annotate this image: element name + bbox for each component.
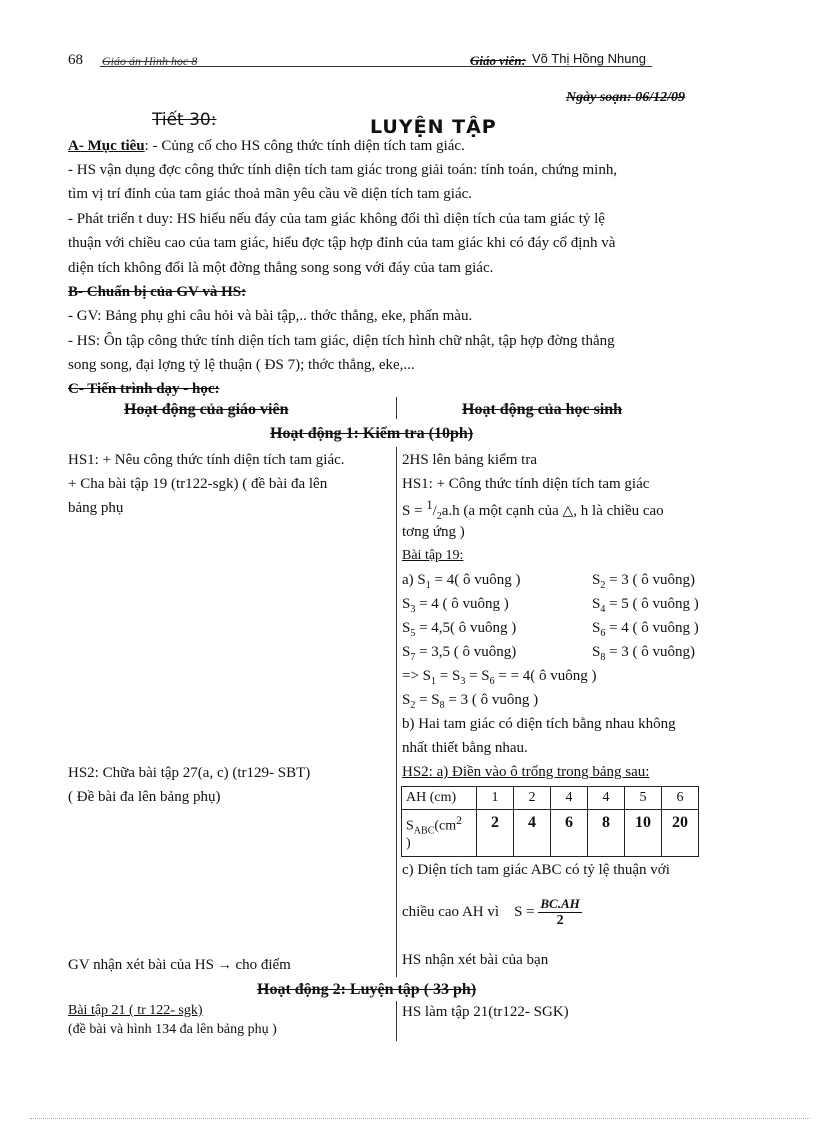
table-cell: 6 [662,787,699,810]
table-row [402,810,699,857]
student-eq-2: $S_2 = S_8 = 3$ ( ô vuông ) [402,692,539,711]
footer-dotted-rule [30,1118,810,1119]
objectives-line-3: tìm vị trí đỉnh của tam giác thoả mãn yêu cầu về diện tích tam giác. [68,186,473,202]
teacher-label: Giáo viên: [470,53,526,68]
table-cell: 2 [514,787,551,810]
student-line-1: 2HS lên bảng kiểm tra [402,452,537,468]
table-cell: 6 [551,810,588,857]
student-line-4: tơng ứng ) [402,524,465,540]
teacher-hs2-b: ( Đề bài đa lên bảng phụ) [68,789,221,805]
table-cell: 4 [551,787,588,810]
lesson-number: Tiết 30: [152,110,217,130]
table-cell: 8 [588,810,625,857]
objectives-line-5: thuận với chiều cao của tam giác, hiểu đợc tập hợp đỉnh của tam giác khi có đáy cố định và [68,235,616,251]
teacher-comment: GV nhận xét bài của HS → cho điểm [68,957,291,973]
student-line-2: HS1: + Công thức tính diện tích tam giác [402,476,650,492]
teacher-hs1-a: HS1: + Nêu công thức tính diện tích tam giác. [68,452,345,468]
preparation-line-3: song song, đại lợng tỷ lệ thuận ( ĐS 7); thớc thẳng, eke,... [68,357,415,373]
col-student-heading: Hoạt động của học sinh [462,401,623,418]
area-table [401,786,699,857]
table-cell: 2 [477,810,514,857]
arrow-right-icon: → [217,958,232,973]
student-b-2: nhất thiết bằng nhau. [402,740,528,756]
page-number: 68 [68,52,83,68]
header-rule [100,66,652,67]
objectives-line-1 [68,136,465,156]
teacher-name: Võ Thị Hồng Nhung [532,51,646,66]
student-s5: $S_5 = 4,5$( ô vuông ) [402,620,517,639]
student-s4: $S_4 = 5$ ( ô vuông ) [592,596,699,615]
column-divider-activity-1 [396,447,397,977]
student-eq-1: => $S_1 = S_3 = S_6$ = = 4( ô vuông ) [402,668,597,687]
activity-1-heading: Hoạt động 1: Kiểm tra (10ph) [270,425,474,442]
table-row [402,787,699,810]
teacher-hs1-c: bảng phụ [68,500,124,516]
column-divider-top [396,397,397,419]
student-s2: $S_2 = 3$ ( ô vuông) [592,572,696,591]
objectives-heading: A- Mục tiêu [68,138,145,154]
student-s3: $S_3 = 4$ ( ô vuông ) [402,596,509,615]
objectives-line-2: - HS vận dụng đợc công thức tính diện tích tam giác trong giải toán: tính toán, chứng minh, [68,162,618,178]
student-s1: a) $S_1 = 4$( ô vuông ) [402,572,521,591]
teacher-bt21-b: (đề bài và hình 134 đa lên bảng phụ ) [68,1022,277,1037]
teacher-bt21-a: Bài tập 21 ( tr 122- sgk) [68,1003,203,1018]
preparation-line-2: - HS: Ôn tập công thức tính diện tích tam giác, diện tích hình chữ nhật, tập hợp đờng thẳng [68,333,615,349]
student-review: HS nhận xét bài của bạn [402,952,549,968]
student-bt19: Bài tập 19: [402,548,464,563]
preparation-heading: B- Chuẩn bị của GV và HS: [68,284,247,300]
area-fraction: $\frac{BC.AH}{2}$ [540,896,580,928]
table-header-ah: AH (cm) [402,787,477,810]
student-s6: $S_6 = 4$ ( ô vuông ) [592,620,699,639]
activity-2-heading: Hoạt động 2: Luyện tập ( 33 ph) [257,981,477,998]
column-divider-activity-2 [396,1001,397,1041]
date-prepared: Ngày soạn: 06/12/09 [566,90,685,105]
page-title: LUYỆN TẬP [370,116,497,138]
triangle-icon: △ [562,504,574,519]
table-header-area: $S_{ABC}(cm^2$ ) [402,810,477,857]
preparation-line-1: - GV: Bảng phụ ghi câu hỏi và bài tập,.. thớc thẳng, eke, phấn màu. [68,308,473,324]
process-heading: C- Tiến trình dạy - học: [68,381,220,397]
student-hs2: HS2: a) Điền vào ô trống trong bảng sau: [402,764,650,780]
student-s8: $S_8 = 3$ ( ô vuông) [592,644,696,663]
teacher-hs1-b: + Cha bài tập 19 (tr122-sgk) ( đề bài đa lên [68,476,328,492]
teacher-hs2-a: HS2: Chữa bài tập 27(a, c) (tr129- SBT) [68,765,311,781]
student-s7: $S_7 = 3,5$ ( ô vuông) [402,644,517,663]
table-cell: 20 [662,810,699,857]
col-teacher-heading: Hoạt động của giáo viên [124,401,289,418]
table-cell: 10 [625,810,662,857]
table-cell: 4 [514,810,551,857]
student-bt21: HS làm tập 21(tr122- SGK) [402,1004,569,1020]
student-c-1: c) Diện tích tam giác ABC có tỷ lệ thuận với [402,862,670,878]
objectives-line-6: diện tích không đổi là một đờng thẳng song song với đáy của tam giác. [68,260,494,276]
table-cell: 1 [477,787,514,810]
student-b-1: b) Hai tam giác có diện tích bằng nhau không [402,716,676,732]
table-cell: 5 [625,787,662,810]
book-title: Giáo án Hình học 8 [102,54,198,68]
objectives-line-4: - Phát triển t duy: HS hiểu nếu đáy của tam giác không đổi thì diện tích của tam giác tỷ lệ [68,211,605,227]
student-formula: $S = ^1/_2a.h$ (a một cạnh của △, h là chiều cao [402,498,664,522]
objectives-text: : - Củng cố cho HS công thức tính diện tích tam giác. [144,138,465,154]
student-c-2: chiều cao AH vì S = $\frac{BC.AH}{2}$ [402,896,580,928]
table-cell: 4 [588,787,625,810]
